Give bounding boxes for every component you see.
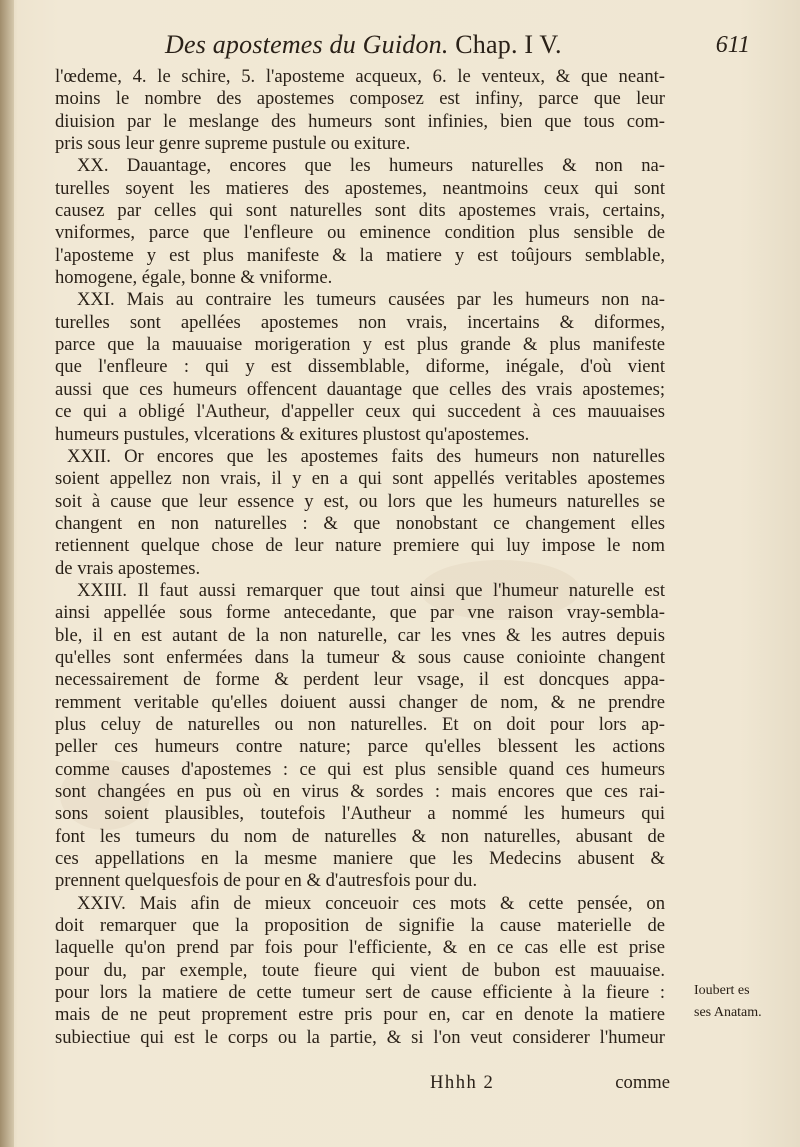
- text-line: XXI. Mais au contraire les tumeurs causées par les humeurs non na-: [77, 289, 665, 311]
- text-line: font les tumeurs du nom de naturelles & non naturelles, abusant de: [55, 825, 665, 847]
- text-line: moins le nombre des apostemes composez est infiny, parce que leur: [55, 88, 665, 110]
- text-line: que l'enfleure : qui y est dissemblable, diforme, inégale, d'où vient: [55, 356, 665, 378]
- text-line: soient appellez non vrais, il y en a qui sont appellés veritables apostemes: [55, 468, 665, 490]
- text-line: changent en non naturelles : & que nonobstant ce changement elles: [55, 512, 665, 534]
- text-line: l'œdeme, 4. le schire, 5. l'aposteme acqueux, 6. le venteux, & que neant-: [55, 66, 665, 87]
- text-line: peller ces humeurs contre nature; parce qu'elles blessent les actions: [55, 736, 665, 758]
- text-line: ce qui a obligé l'Autheur, d'appeller ceux qui succedent à ces mauuaises: [55, 401, 665, 423]
- text-line: qu'elles sont enfermées dans la tumeur & sous cause coniointe changent: [55, 646, 665, 668]
- signature-mark: Hhhh 2: [430, 1072, 495, 1093]
- text-line: laquelle qu'on prend par fois pour l'efficiente, & en ce cas elle est prise: [55, 937, 665, 959]
- text-line: ces appellations en la mesme maniere que les Medecins abusent &: [55, 848, 665, 870]
- margin-note: [694, 980, 794, 1024]
- text-line: necessairement de forme & perdent leur vsage, il est doncques appa-: [55, 669, 665, 691]
- text-line: subiectiue qui est le corps ou la partie, & si l'on veut considerer l'humeur: [55, 1026, 665, 1048]
- text-line: doit remarquer que la proposition de signifie la cause materielle de: [55, 915, 665, 937]
- text-line: l'aposteme y est plus manifeste & la matiere y est toûjours semblable,: [55, 244, 665, 266]
- text-line: XXII. Or encores que les apostemes faits des humeurs non naturelles: [67, 445, 665, 467]
- text-line: soit à cause que leur essence y est, ou lors que les humeurs naturelles se: [55, 490, 665, 512]
- text-line: remment veritable qu'elles doiuent aussi changer de nom, & ne prendre: [55, 691, 665, 713]
- text-line: ble, il en est autant de la non naturelle, car les vnes & les autres depuis: [55, 624, 665, 646]
- margin-note-line: Ioubert es: [694, 983, 750, 998]
- text-line: comme causes d'apostemes : ce qui est plus sensible quand ces humeurs: [55, 758, 665, 780]
- text-line: causez par celles qui sont naturelles sont dits apostemes vrais, certains,: [55, 200, 665, 222]
- text-line: pris sous leur genre supreme pustule ou exiture.: [55, 133, 411, 155]
- text-line: de vrais apostemes.: [55, 557, 201, 579]
- text-line: aussi que ces humeurs offencent dauantage que celles des vrais apostemes;: [55, 378, 665, 400]
- page-footer: [430, 1072, 670, 1096]
- page-gutter: [0, 0, 14, 1147]
- margin-note-line: ses Anatam.: [694, 1005, 762, 1020]
- text-line: retiennent quelque chose de leur nature premiere qui luy impose le nom: [55, 535, 665, 557]
- text-line: turelles sont apellées apostemes non vrais, incertains & diformes,: [55, 311, 665, 333]
- text-line: pour lors la matiere de cette tumeur sert de cause efficiente à la fieure :: [55, 982, 665, 1004]
- body-text: [55, 66, 665, 1049]
- text-line: sons soient plausibles, toutefois l'Autheur a nommé les humeurs qui: [55, 803, 665, 825]
- text-line: turelles soyent les matieres des apostemes, neantmoins ceux qui sont: [55, 177, 665, 199]
- text-line: humeurs pustules, vlcerations & exitures plustost qu'apostemes.: [55, 423, 530, 445]
- text-line: XXIV. Mais afin de mieux conceuoir ces mots & cette pensée, on: [77, 892, 665, 914]
- text-line: sont changées en pus où en virus & sordes : mais encores que ces rai-: [55, 781, 665, 802]
- running-title: Des apostemes du Guidon. Chap. I V.: [165, 30, 562, 59]
- text-line: prennent quelquesfois de pour en & d'autresfois pour du.: [55, 870, 478, 892]
- catchword: comme: [615, 1072, 670, 1093]
- text-line: vniformes, parce que l'enfleure ou eminence condition plus sensible de: [55, 222, 665, 244]
- text-line: ainsi appellée sous forme antecedante, que par vne raison vray-sembla-: [55, 602, 665, 624]
- chapter-label: Chap. I V.: [455, 30, 562, 59]
- text-line: XX. Dauantage, encores que les humeurs naturelles & non na-: [77, 155, 665, 177]
- page-header: [60, 30, 750, 66]
- text-line: parce que la mauuaise morigeration y est plus grande & plus manifeste: [55, 334, 665, 356]
- text-line: XXIII. Il faut aussi remarquer que tout ainsi que l'humeur naturelle est: [77, 579, 665, 601]
- text-line: homogene, égale, bonne & vniforme.: [55, 267, 333, 289]
- text-line: diuision par le meslange des humeurs sont infinies, bien que tous com-: [55, 110, 665, 132]
- text-line: pour du, par exemple, toute fieure qui vient de bubon est mauuaise.: [55, 959, 665, 981]
- text-line: mais de ne peut proprement estre pris pour en, car en denote la matiere: [55, 1004, 665, 1026]
- folio-number: 611: [715, 32, 750, 58]
- text-line: plus celuy de naturelles ou non naturelles. Et on doit pour lors ap-: [55, 713, 665, 735]
